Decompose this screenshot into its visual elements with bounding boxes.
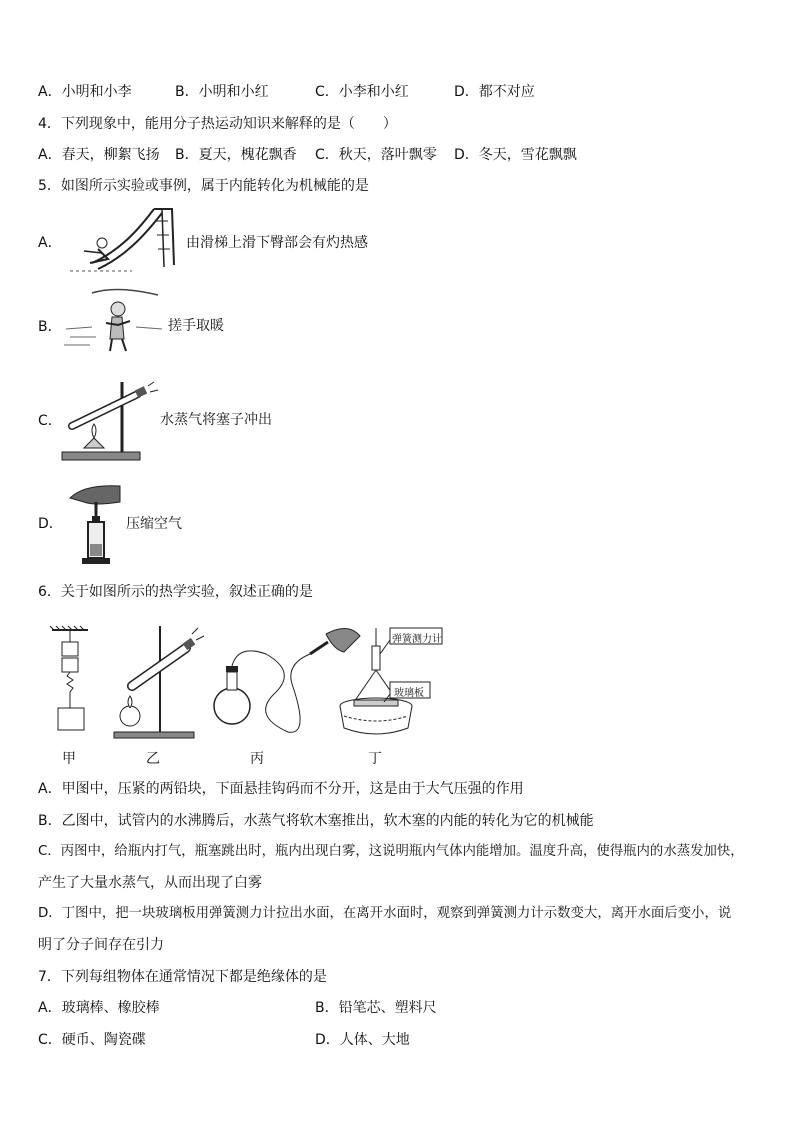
- q7-stem: 7．下列每组物体在通常情况下都是绝缘体的是: [38, 969, 327, 985]
- q6-option-d-cont: 明了分子间存在引力: [38, 937, 164, 953]
- compress-air-figure: [64, 484, 124, 568]
- figure-label-jia: 甲: [62, 751, 76, 767]
- q4-option-a: A．春天，柳絮飞扬: [38, 147, 160, 163]
- q5-option-c-caption: 水蒸气将塞子冲出: [160, 412, 272, 428]
- q5-option-c-letter: C．: [38, 413, 62, 429]
- q5-stem: 5．如图所示实验或事例，属于内能转化为机械能的是: [38, 178, 369, 194]
- glass-plate-tag: 玻璃板: [394, 688, 424, 699]
- lead-blocks-figure: [50, 626, 88, 730]
- q6-option-a: A．甲图中，压紧的两铅块，下面悬挂钩码而不分开，这是由于大气压强的作用: [38, 781, 524, 797]
- q5-option-b-caption: 搓手取暖: [168, 318, 224, 334]
- q3-option-d: D．都不对应: [454, 84, 535, 100]
- q3-option-b: B．小明和小红: [175, 84, 269, 100]
- q3-option-c: C．小李和小红: [315, 84, 409, 100]
- q5-option-a-caption: 由滑梯上滑下臀部会有灼热感: [186, 235, 368, 251]
- spring-scale-tag: 弹簧测力计: [392, 634, 442, 645]
- q7-option-c: C．硬币、陶瓷碟: [38, 1032, 146, 1048]
- q6-option-c: C．丙图中，给瓶内打气，瓶塞跳出时，瓶内出现白雾，这说明瓶内气体内能增加。温度升高，使得瓶内的水蒸发加快，: [38, 844, 744, 859]
- figure-label-yi: 乙: [146, 751, 160, 767]
- q7-option-a: A．玻璃棒、橡胶棒: [38, 1000, 160, 1016]
- test-tube-figure: [114, 626, 204, 738]
- q7-option-d: D．人体、大地: [315, 1032, 410, 1048]
- q6-figures: [48, 624, 448, 744]
- q6-stem: 6．关于如图所示的热学实验，叙述正确的是: [38, 584, 313, 600]
- q3-option-a: A．小明和小李: [38, 84, 132, 100]
- q4-option-b: B．夏天，槐花飘香: [175, 147, 297, 163]
- q6-option-b: B．乙图中，试管内的水沸腾后，水蒸气将软木塞推出，软木塞的内能的转化为它的机械能: [38, 813, 594, 829]
- rubbing-hands-figure: [62, 285, 170, 355]
- bottle-pump-figure: [214, 628, 360, 732]
- figure-label-ding: 丁: [368, 751, 382, 767]
- steam-cork-figure: [60, 378, 160, 464]
- q6-option-c-cont: 产生了大量水蒸气，从而出现了白雾: [38, 875, 262, 891]
- q6-option-d: D．丁图中，把一块玻璃板用弹簧测力计拉出水面，在离开水面时，观察到弹簧测力计示数变大，离开水面后变小，说: [38, 906, 732, 921]
- figure-label-bing: 丙: [250, 751, 264, 767]
- q5-option-a-letter: A．: [38, 235, 62, 251]
- q5-option-b-letter: B．: [38, 319, 62, 335]
- q5-option-d-letter: D．: [38, 516, 63, 532]
- q4-stem: 4．下列现象中，能用分子热运动知识来解释的是（ ）: [38, 116, 397, 132]
- q5-option-d-caption: 压缩空气: [126, 516, 182, 532]
- q4-option-c: C．秋天，落叶飘零: [315, 147, 437, 163]
- slide-figure: [62, 205, 184, 275]
- q4-option-d: D．冬天，雪花飘飘: [454, 147, 577, 163]
- q7-option-b: B．铅笔芯、塑料尺: [315, 1000, 437, 1016]
